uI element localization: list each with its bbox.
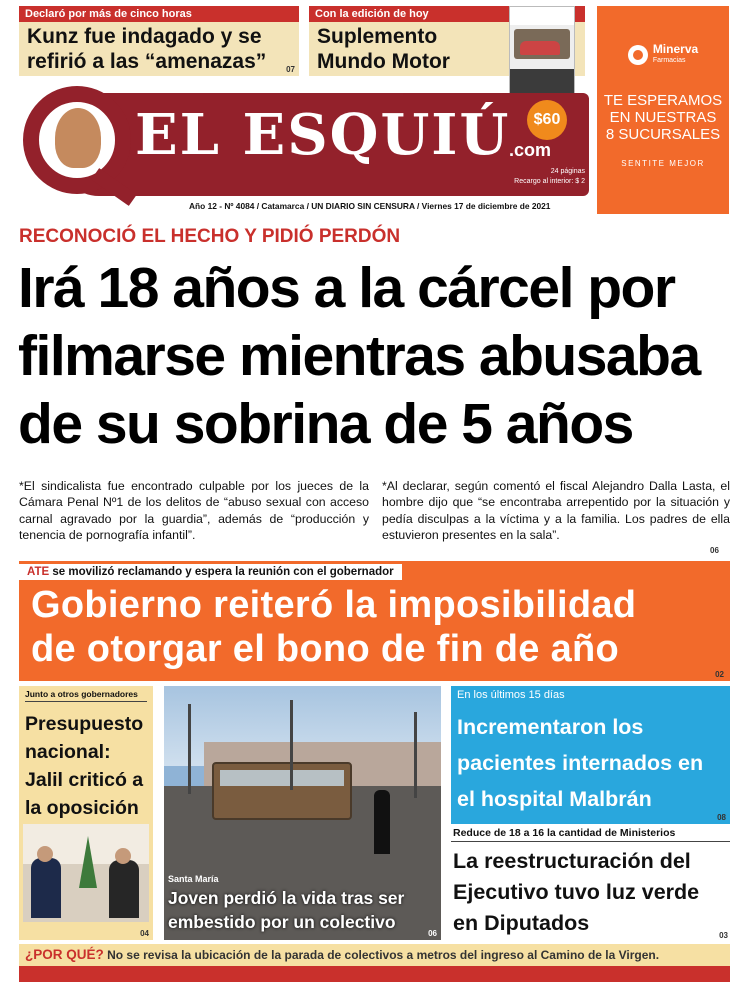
minerva-logo-icon — [628, 45, 648, 65]
presupuesto-kicker: Junto a otros gobernadores — [25, 689, 147, 702]
main-col-2: *Al declarar, según comentó el fiscal Alejandro Dalla Lasta, el hombre dijo que “se encontraba arrepentido por la situación y pedía disculpas a la víctima y a la familia. Los padres de ella estuvieron presentes en la sala”. — [382, 479, 730, 543]
malbran-kicker: En los últimos 15 días — [457, 689, 565, 701]
colectivo-place: Santa María — [168, 874, 219, 884]
social-footer-text: facebook.com/elesquiu Twitter: @elesquiu Instagram: elesquiu YouTube: youtube.com/elesquiu WhatsApp: 3834453001 — [54, 984, 676, 996]
bono-kicker-strong: ATE — [27, 566, 50, 578]
minerva-ad[interactable] — [597, 6, 729, 214]
social-footer[interactable] — [19, 966, 730, 996]
ad-brand-sub: Farmacias — [652, 57, 686, 64]
main-col-1: *El sindicalista fue encontrado culpable por los jueces de la Cámara Penal Nº1 de los delitos de “abuso sexual con acceso carnal agravado por la guardia”, además de “producción y tenencia de pornografía infantil”. — [19, 479, 369, 543]
masthead[interactable] — [19, 80, 589, 212]
main-headline[interactable] — [18, 254, 734, 458]
main-headline-line-3: de su sobrina de 5 años — [18, 392, 633, 456]
presupuesto-headline: Presupuesto nacional: Jalil criticó a la oposición — [25, 713, 144, 819]
q-logo-icon — [19, 80, 137, 212]
page-number: 04 — [140, 929, 149, 938]
colectivo-story[interactable] — [164, 686, 441, 940]
page-number: 08 — [717, 813, 726, 822]
ejecutivo-kicker: Reduce de 18 a 16 la cantidad de Ministerios — [451, 826, 730, 842]
ad-line-2: EN NUESTRAS — [609, 109, 717, 126]
bono-kicker — [19, 564, 402, 580]
ejecutivo-story[interactable] — [451, 826, 730, 940]
page-number: 06 — [710, 546, 719, 555]
por-que-label: ¿POR QUÉ? — [25, 947, 104, 962]
price-badge — [527, 100, 567, 140]
main-headline-line-2: filmarse mientras abusaba — [18, 324, 700, 388]
page-number: 06 — [428, 929, 437, 938]
bono-story[interactable] — [19, 561, 730, 681]
malbran-headline: Incrementaron los pacientes internados en el hospital Malbrán — [457, 715, 704, 811]
ejecutivo-headline: La reestructuración del Ejecutivo tuvo luz verde en Diputados — [453, 849, 700, 935]
bono-headline-line-2: de otorgar el bono de fin de año — [31, 628, 620, 670]
teaser-headline: Kunz fue indagado y se refirió a las “amenazas” — [27, 25, 267, 73]
malbran-story[interactable] — [451, 686, 730, 824]
main-headline-line-1: Irá 18 años a la cárcel por — [18, 256, 675, 320]
colectivo-headline: Joven perdió la vida tras ser embestido por un colectivo — [168, 888, 405, 932]
teaser-kunz[interactable] — [19, 6, 299, 76]
page-number: 02 — [715, 670, 724, 679]
page-number: 03 — [719, 931, 728, 940]
ad-line-3: 8 SUCURSALES — [605, 126, 721, 143]
teaser-headline: Suplemento Mundo Motor — [317, 25, 450, 73]
main-kicker: RECONOCIÓ EL HECHO Y PIDIÓ PERDÓN — [19, 226, 401, 247]
por-que-bar[interactable] — [19, 944, 730, 966]
masthead-domain: .com — [509, 140, 552, 160]
page-number: 07 — [286, 65, 295, 74]
bono-headline — [31, 583, 636, 671]
teaser-kicker: Con la edición de hoy — [309, 6, 585, 22]
ad-line-1: TE ESPERAMOS — [603, 92, 723, 109]
masthead-pages: 24 páginas — [550, 168, 585, 175]
governors-photo — [23, 824, 149, 922]
masthead-surcharge: Recargo al interior: $ 2 — [514, 178, 585, 185]
masthead-title: EL ESQUIÚ — [135, 102, 511, 168]
price-value: $60 — [533, 111, 561, 128]
ad-tagline: SENTITE MEJOR — [621, 159, 705, 168]
teaser-kicker: Declaró por más de cinco horas — [19, 6, 299, 22]
presupuesto-story[interactable] — [19, 686, 153, 940]
teaser-mundo-motor[interactable] — [309, 6, 585, 76]
bono-kicker-rest: se movilizó reclamando y espera la reunión con el gobernador — [49, 566, 394, 578]
ad-brand: Minerva — [652, 42, 699, 56]
por-que-text: No se revisa la ubicación de la parada de colectivos a metros del ingreso al Camino de la Virgen. — [103, 948, 660, 962]
bono-headline-line-1: Gobierno reiteró la imposibilidad — [31, 584, 637, 626]
edition-line: Año 12 - Nº 4084 / Catamarca / UN DIARIO SIN CENSURA / Viernes 17 de diciembre de 2021 — [189, 201, 551, 211]
